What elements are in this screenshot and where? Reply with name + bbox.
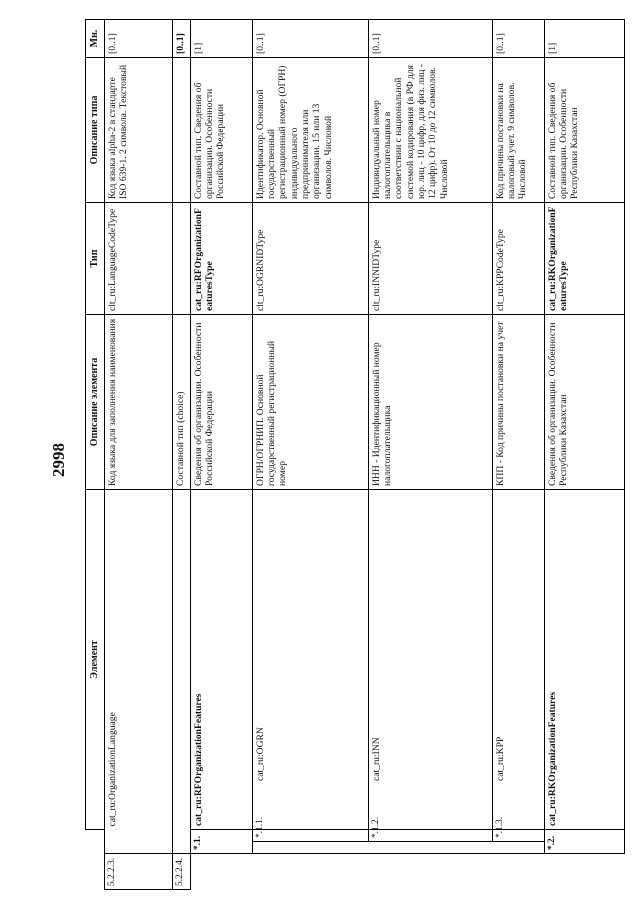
indent-cell xyxy=(492,854,544,890)
table-header-row xyxy=(86,20,105,890)
row-type-description: Индивидуальный номер налогоплательщика в соответствии с национальной системой кодирования (в РФ для юр. лиц - 10 цифр, для физ. лиц - 12 цифр). От 10 до 12 символов. Числовой xyxy=(368,58,492,203)
table-row xyxy=(544,20,624,890)
row-type-description: Идентификатор. Основной государственный регистрационный номер (ОГРН) индивидуального предпринимателя или организации. 15 или 13 символов. Числовой xyxy=(252,58,368,203)
row-number: 5.2.2.3. xyxy=(104,854,172,890)
indent-cell xyxy=(172,830,190,842)
row-number: *.1.3. xyxy=(492,830,544,842)
row-multiplicity: [1] xyxy=(190,20,252,58)
indent-cell xyxy=(368,842,492,854)
table-row xyxy=(252,20,368,890)
row-element-text: cat_ru:KPP xyxy=(494,736,506,781)
row-multiplicity: [0..1] xyxy=(492,20,544,58)
header-blank xyxy=(86,842,105,854)
row-number: *.2. xyxy=(544,830,624,854)
row-description: Сведения об организации. Особенности Российской Федерации xyxy=(190,315,252,490)
element-table xyxy=(85,19,625,890)
indent-cell xyxy=(492,842,544,854)
indent-cell xyxy=(104,830,172,842)
header-blank xyxy=(86,830,105,842)
row-number: *.1. xyxy=(190,830,252,854)
row-type-description: Код причины постановки на налоговый учет. 9 символов. Числовой xyxy=(492,58,544,203)
row-multiplicity: [0..1] xyxy=(252,20,368,58)
row-description: ОГРН/ОГРНИП. Основной государственный регистрационный номер xyxy=(252,315,368,490)
table-row xyxy=(104,20,172,890)
table-row xyxy=(172,20,190,890)
row-type-description: Составной тип. Сведения об организации. Особенности Российской Федерации xyxy=(190,58,252,203)
indent-cell xyxy=(252,842,368,854)
row-element xyxy=(368,490,492,830)
row-element-text: cat_ru:INN xyxy=(370,737,382,781)
rotated-table-container xyxy=(85,20,613,890)
indent-cell xyxy=(190,854,252,890)
header-type-description: Описание типа xyxy=(86,58,105,203)
row-element: cat_ru:OrganizationLanguage xyxy=(104,490,172,830)
indent-cell xyxy=(172,842,190,854)
header-element: Элемент xyxy=(86,490,105,830)
row-description: Составной тип (choice) xyxy=(172,315,190,490)
indent-cell xyxy=(368,854,492,890)
header-blank xyxy=(86,854,105,890)
row-description: ИНН - Идентификационный номер налогоплательщика xyxy=(368,315,492,490)
header-type: Тип xyxy=(86,203,105,315)
header-multiplicity: Мн. xyxy=(86,20,105,58)
row-type xyxy=(172,203,190,315)
row-multiplicity: [0..1] xyxy=(368,20,492,58)
row-type-description: Составной тип. Сведения об организации. Особенности Республики Казахстан xyxy=(544,58,624,203)
row-element: cat_ru:RKOrganizationFeatures xyxy=(544,490,624,830)
row-multiplicity: [0..1] xyxy=(172,20,190,58)
row-multiplicity: [0..1] xyxy=(104,20,172,58)
table-row xyxy=(190,20,252,890)
row-type: cat_ru:RFOrganizationFeaturesType xyxy=(190,203,252,315)
row-description: Код языка для заполнения наименования xyxy=(104,315,172,490)
page-number: 2998 xyxy=(49,443,68,477)
row-number: *.1.2. xyxy=(368,830,492,842)
row-multiplicity: [1] xyxy=(544,20,624,58)
row-number: 5.2.2.4. xyxy=(172,854,190,890)
table-row xyxy=(368,20,492,890)
row-number: *.1.1. xyxy=(252,830,368,842)
indent-cell xyxy=(544,854,624,890)
row-type-description: Код языка alpha-2 в стандарте ISO 639-1. 2 символа. Текстовый xyxy=(104,58,172,203)
row-element-text: cat_ru:OGRN xyxy=(254,727,266,781)
row-element xyxy=(252,490,368,830)
row-element: cat_ru:RFOrganizationFeatures xyxy=(190,490,252,830)
row-type: cat_ru:RKOrganizationFeaturesType xyxy=(544,203,624,315)
indent-cell xyxy=(104,842,172,854)
indent-cell xyxy=(252,854,368,890)
row-element xyxy=(492,490,544,830)
row-element xyxy=(172,490,190,830)
row-description: КПП - Код причины постановки на учет xyxy=(492,315,544,490)
row-type: clt_ru:INNIDType xyxy=(368,203,492,315)
row-type-description xyxy=(172,58,190,203)
header-description: Описание элемента xyxy=(86,315,105,490)
table-row xyxy=(492,20,544,890)
row-type: clt_ru:LanguageCodeType xyxy=(104,203,172,315)
row-description: Сведения об организации. Особенности Республики Казахстан xyxy=(544,315,624,490)
row-type: clt_ru:OGRNIDType xyxy=(252,203,368,315)
row-type: clt_ru:KPPCodeType xyxy=(492,203,544,315)
